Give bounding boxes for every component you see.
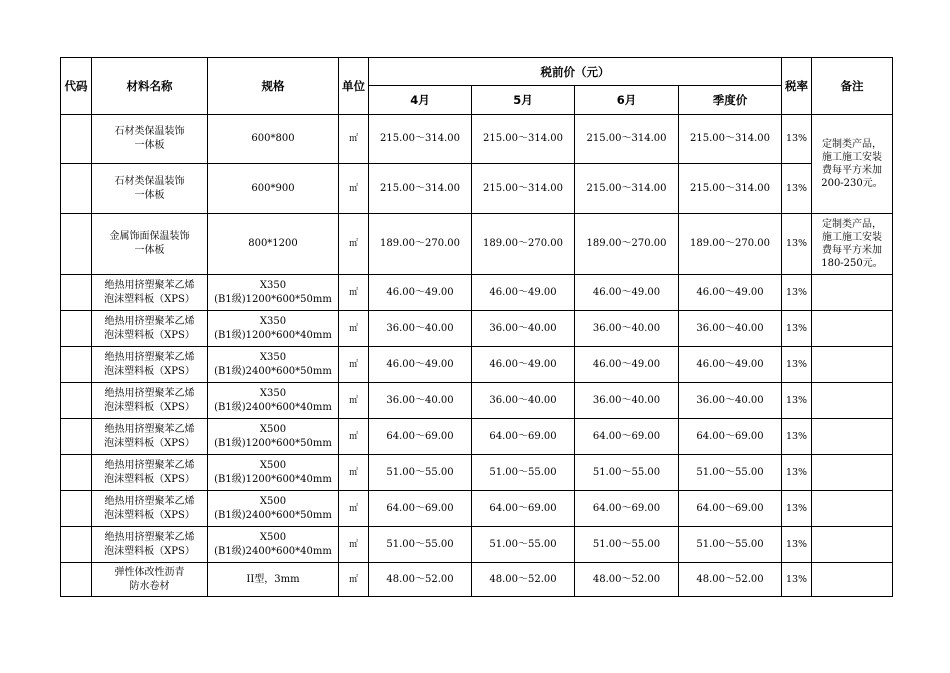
cell-price-may: 215.00～314.00 [472, 115, 575, 164]
cell-material-name [92, 311, 208, 347]
cell-spec-line: 600*900 [251, 182, 295, 194]
cell-price-may: 189.00～270.00 [472, 214, 575, 275]
cell-price-may: 51.00～55.00 [472, 455, 575, 491]
cell-material-name [92, 214, 208, 275]
cell-price-may: 64.00～69.00 [472, 419, 575, 455]
cell-price-apr: 48.00～52.00 [369, 563, 472, 597]
cell-price-may: 46.00～49.00 [472, 275, 575, 311]
cell-price-may: 46.00～49.00 [472, 347, 575, 383]
table-body [61, 115, 893, 597]
cell-unit: ㎡ [339, 311, 369, 347]
cell-price-may: 51.00～55.00 [472, 527, 575, 563]
cell-price-may: 215.00～314.00 [472, 164, 575, 214]
cell-spec-line: (B1级)2400*600*50mm [214, 365, 332, 377]
cell-material-name [92, 419, 208, 455]
cell-note [812, 455, 893, 491]
cell-material-name-line: 防水卷材 [129, 580, 170, 592]
cell-spec-line: (B1级)1200*600*40mm [214, 329, 332, 341]
cell-spec-line: X500 [259, 531, 287, 543]
cell-material-name [92, 455, 208, 491]
cell-price-jun: 36.00～40.00 [575, 311, 679, 347]
cell-price-jun: 215.00～314.00 [575, 115, 679, 164]
cell-material-name-line: 绝热用挤塑聚苯乙烯 [104, 351, 195, 363]
cell-spec-line: II型，3mm [246, 573, 300, 585]
cell-price-jun: 64.00～69.00 [575, 491, 679, 527]
cell-code [61, 347, 92, 383]
cell-note [812, 563, 893, 597]
table-row [61, 383, 893, 419]
cell-spec [208, 455, 339, 491]
cell-material-name [92, 164, 208, 214]
cell-material-name-line: 泡沫塑料板（XPS） [104, 401, 195, 413]
cell-note [812, 311, 893, 347]
cell-spec [208, 275, 339, 311]
cell-price-quarter: 64.00～69.00 [679, 419, 782, 455]
table-row [61, 563, 893, 597]
cell-price-apr: 215.00～314.00 [369, 164, 472, 214]
cell-material-name-line: 绝热用挤塑聚苯乙烯 [104, 279, 195, 291]
cell-tax-rate: 13% [782, 214, 812, 275]
cell-price-jun: 46.00～49.00 [575, 275, 679, 311]
header-code: 代码 [61, 58, 92, 115]
cell-tax-rate: 13% [782, 563, 812, 597]
cell-price-jun: 51.00～55.00 [575, 455, 679, 491]
cell-spec-line: X500 [259, 495, 287, 507]
cell-material-name [92, 383, 208, 419]
cell-price-quarter: 46.00～49.00 [679, 347, 782, 383]
cell-tax-rate: 13% [782, 311, 812, 347]
cell-spec-line: (B1级)1200*600*50mm [214, 437, 332, 449]
cell-unit: ㎡ [339, 491, 369, 527]
table-row [61, 491, 893, 527]
cell-material-name-line: 泡沫塑料板（XPS） [104, 509, 195, 521]
cell-spec-line: X500 [259, 459, 287, 471]
cell-note [812, 275, 893, 311]
cell-material-name-line: 绝热用挤塑聚苯乙烯 [104, 387, 195, 399]
cell-note-metal-line: 费每平方米加 [822, 245, 882, 256]
cell-spec-line: X350 [259, 351, 287, 363]
cell-price-may: 48.00～52.00 [472, 563, 575, 597]
table-row [61, 455, 893, 491]
cell-price-apr: 51.00～55.00 [369, 455, 472, 491]
cell-note-stone-line: 定制类产品， [822, 139, 882, 150]
cell-code [61, 455, 92, 491]
cell-tax-rate: 13% [782, 347, 812, 383]
cell-price-quarter: 64.00～69.00 [679, 491, 782, 527]
cell-unit: ㎡ [339, 115, 369, 164]
cell-price-apr: 64.00～69.00 [369, 419, 472, 455]
cell-note [812, 491, 893, 527]
cell-unit: ㎡ [339, 563, 369, 597]
cell-note-stone-line: 费每平方米加 [822, 165, 882, 176]
table-row [61, 347, 893, 383]
cell-material-name [92, 275, 208, 311]
cell-material-name-line: 绝热用挤塑聚苯乙烯 [104, 459, 195, 471]
cell-note-metal [812, 214, 893, 275]
cell-code [61, 383, 92, 419]
cell-material-name [92, 115, 208, 164]
cell-spec [208, 347, 339, 383]
cell-material-name-line: 泡沫塑料板（XPS） [104, 365, 195, 377]
cell-tax-rate: 13% [782, 115, 812, 164]
cell-spec-line: (B1级)2400*600*50mm [214, 509, 332, 521]
cell-material-name-line: 绝热用挤塑聚苯乙烯 [104, 531, 195, 543]
cell-tax-rate: 13% [782, 419, 812, 455]
cell-spec [208, 527, 339, 563]
cell-spec [208, 214, 339, 275]
cell-unit: ㎡ [339, 347, 369, 383]
cell-material-name-line: 一体板 [134, 140, 165, 151]
header-quarter: 季度价 [679, 86, 782, 115]
cell-price-quarter: 215.00～314.00 [679, 115, 782, 164]
cell-price-quarter: 36.00～40.00 [679, 383, 782, 419]
table-row [61, 164, 893, 214]
cell-spec [208, 419, 339, 455]
cell-tax-rate: 13% [782, 491, 812, 527]
cell-unit: ㎡ [339, 419, 369, 455]
cell-material-name-line: 一体板 [134, 245, 165, 256]
cell-price-jun: 36.00～40.00 [575, 383, 679, 419]
cell-note-stone-line: 200-230元。 [821, 178, 883, 189]
cell-material-name-line: 石材类保温装饰 [114, 175, 185, 187]
cell-code [61, 311, 92, 347]
header-month-apr: 4月 [369, 86, 472, 115]
cell-material-name-line: 泡沫塑料板（XPS） [104, 545, 195, 557]
cell-unit: ㎡ [339, 383, 369, 419]
table-row [61, 419, 893, 455]
cell-note [812, 383, 893, 419]
cell-price-quarter: 51.00～55.00 [679, 455, 782, 491]
header-price-group: 税前价（元） [369, 58, 782, 86]
cell-price-jun: 51.00～55.00 [575, 527, 679, 563]
cell-material-name-line: 金属饰面保温装饰 [109, 231, 190, 242]
cell-material-name-line: 绝热用挤塑聚苯乙烯 [104, 315, 195, 327]
cell-code [61, 115, 92, 164]
cell-tax-rate: 13% [782, 275, 812, 311]
header-spec: 规格 [208, 58, 339, 115]
cell-price-apr: 64.00～69.00 [369, 491, 472, 527]
cell-spec [208, 563, 339, 597]
cell-spec-line: (B1级)2400*600*40mm [214, 545, 332, 557]
cell-spec-line: (B1级)1200*600*50mm [214, 293, 332, 305]
cell-material-name-line: 泡沫塑料板（XPS） [104, 293, 195, 305]
cell-price-apr: 36.00～40.00 [369, 383, 472, 419]
cell-material-name-line: 绝热用挤塑聚苯乙烯 [104, 423, 195, 435]
cell-note-metal-line: 定制类产品， [822, 219, 882, 230]
cell-price-apr: 36.00～40.00 [369, 311, 472, 347]
cell-code [61, 419, 92, 455]
cell-tax-rate: 13% [782, 455, 812, 491]
cell-price-quarter: 215.00～314.00 [679, 164, 782, 214]
cell-code [61, 275, 92, 311]
cell-material-name [92, 563, 208, 597]
cell-spec-line: 600*800 [251, 133, 295, 144]
cell-price-quarter: 51.00～55.00 [679, 527, 782, 563]
cell-spec-line: X350 [259, 315, 287, 327]
table-row [61, 115, 893, 164]
table-row [61, 527, 893, 563]
cell-spec [208, 311, 339, 347]
cell-code [61, 491, 92, 527]
cell-price-quarter: 189.00～270.00 [679, 214, 782, 275]
cell-tax-rate: 13% [782, 527, 812, 563]
cell-spec-line: X350 [259, 387, 287, 399]
cell-price-jun: 64.00～69.00 [575, 419, 679, 455]
cell-unit: ㎡ [339, 455, 369, 491]
table-row [61, 214, 893, 275]
cell-price-apr: 189.00～270.00 [369, 214, 472, 275]
cell-note [812, 527, 893, 563]
cell-unit: ㎡ [339, 527, 369, 563]
cell-price-may: 64.00～69.00 [472, 491, 575, 527]
cell-note [812, 347, 893, 383]
header-unit: 单位 [339, 58, 369, 115]
cell-material-name-line: 绝热用挤塑聚苯乙烯 [104, 495, 195, 507]
cell-price-jun: 48.00～52.00 [575, 563, 679, 597]
cell-spec [208, 383, 339, 419]
cell-material-name [92, 491, 208, 527]
cell-code [61, 164, 92, 214]
cell-spec-line: X500 [259, 423, 287, 435]
cell-price-jun: 46.00～49.00 [575, 347, 679, 383]
header-month-jun: 6月 [575, 86, 679, 115]
cell-spec [208, 164, 339, 214]
price-table [60, 57, 893, 597]
cell-spec-line: X350 [259, 279, 287, 291]
cell-note [812, 419, 893, 455]
header-note: 备注 [812, 58, 893, 115]
cell-tax-rate: 13% [782, 383, 812, 419]
header-tax: 税率 [782, 58, 812, 115]
cell-price-may: 36.00～40.00 [472, 311, 575, 347]
cell-material-name-line: 弹性体改性沥青 [114, 566, 185, 578]
cell-spec [208, 115, 339, 164]
cell-price-apr: 51.00～55.00 [369, 527, 472, 563]
cell-tax-rate: 13% [782, 164, 812, 214]
cell-material-name-line: 石材类保温装饰 [114, 126, 185, 137]
table-row [61, 275, 893, 311]
cell-material-name [92, 347, 208, 383]
cell-material-name-line: 一体板 [134, 189, 165, 201]
cell-price-quarter: 36.00～40.00 [679, 311, 782, 347]
cell-material-name-line: 泡沫塑料板（XPS） [104, 437, 195, 449]
cell-unit: ㎡ [339, 164, 369, 214]
cell-code [61, 214, 92, 275]
cell-code [61, 527, 92, 563]
cell-note-metal-line: 施工施工安装 [822, 232, 882, 243]
cell-price-apr: 215.00～314.00 [369, 115, 472, 164]
cell-price-quarter: 48.00～52.00 [679, 563, 782, 597]
cell-note-stone-line: 施工施工安装 [822, 152, 882, 163]
cell-unit: ㎡ [339, 275, 369, 311]
cell-price-jun: 189.00～270.00 [575, 214, 679, 275]
cell-price-jun: 215.00～314.00 [575, 164, 679, 214]
cell-spec-line: (B1级)1200*600*40mm [214, 473, 332, 485]
cell-price-apr: 46.00～49.00 [369, 275, 472, 311]
cell-price-quarter: 46.00～49.00 [679, 275, 782, 311]
cell-price-may: 36.00～40.00 [472, 383, 575, 419]
cell-material-name [92, 527, 208, 563]
cell-spec [208, 491, 339, 527]
cell-material-name-line: 泡沫塑料板（XPS） [104, 473, 195, 485]
header-month-may: 5月 [472, 86, 575, 115]
header-name: 材料名称 [92, 58, 208, 115]
cell-spec-line: 800*1200 [248, 238, 298, 249]
cell-material-name-line: 泡沫塑料板（XPS） [104, 329, 195, 341]
table-row [61, 311, 893, 347]
cell-note-metal-line: 180-250元。 [821, 258, 883, 269]
cell-spec-line: (B1级)2400*600*40mm [214, 401, 332, 413]
cell-unit: ㎡ [339, 214, 369, 275]
cell-price-apr: 46.00～49.00 [369, 347, 472, 383]
cell-note-stone [812, 115, 893, 214]
cell-code [61, 563, 92, 597]
